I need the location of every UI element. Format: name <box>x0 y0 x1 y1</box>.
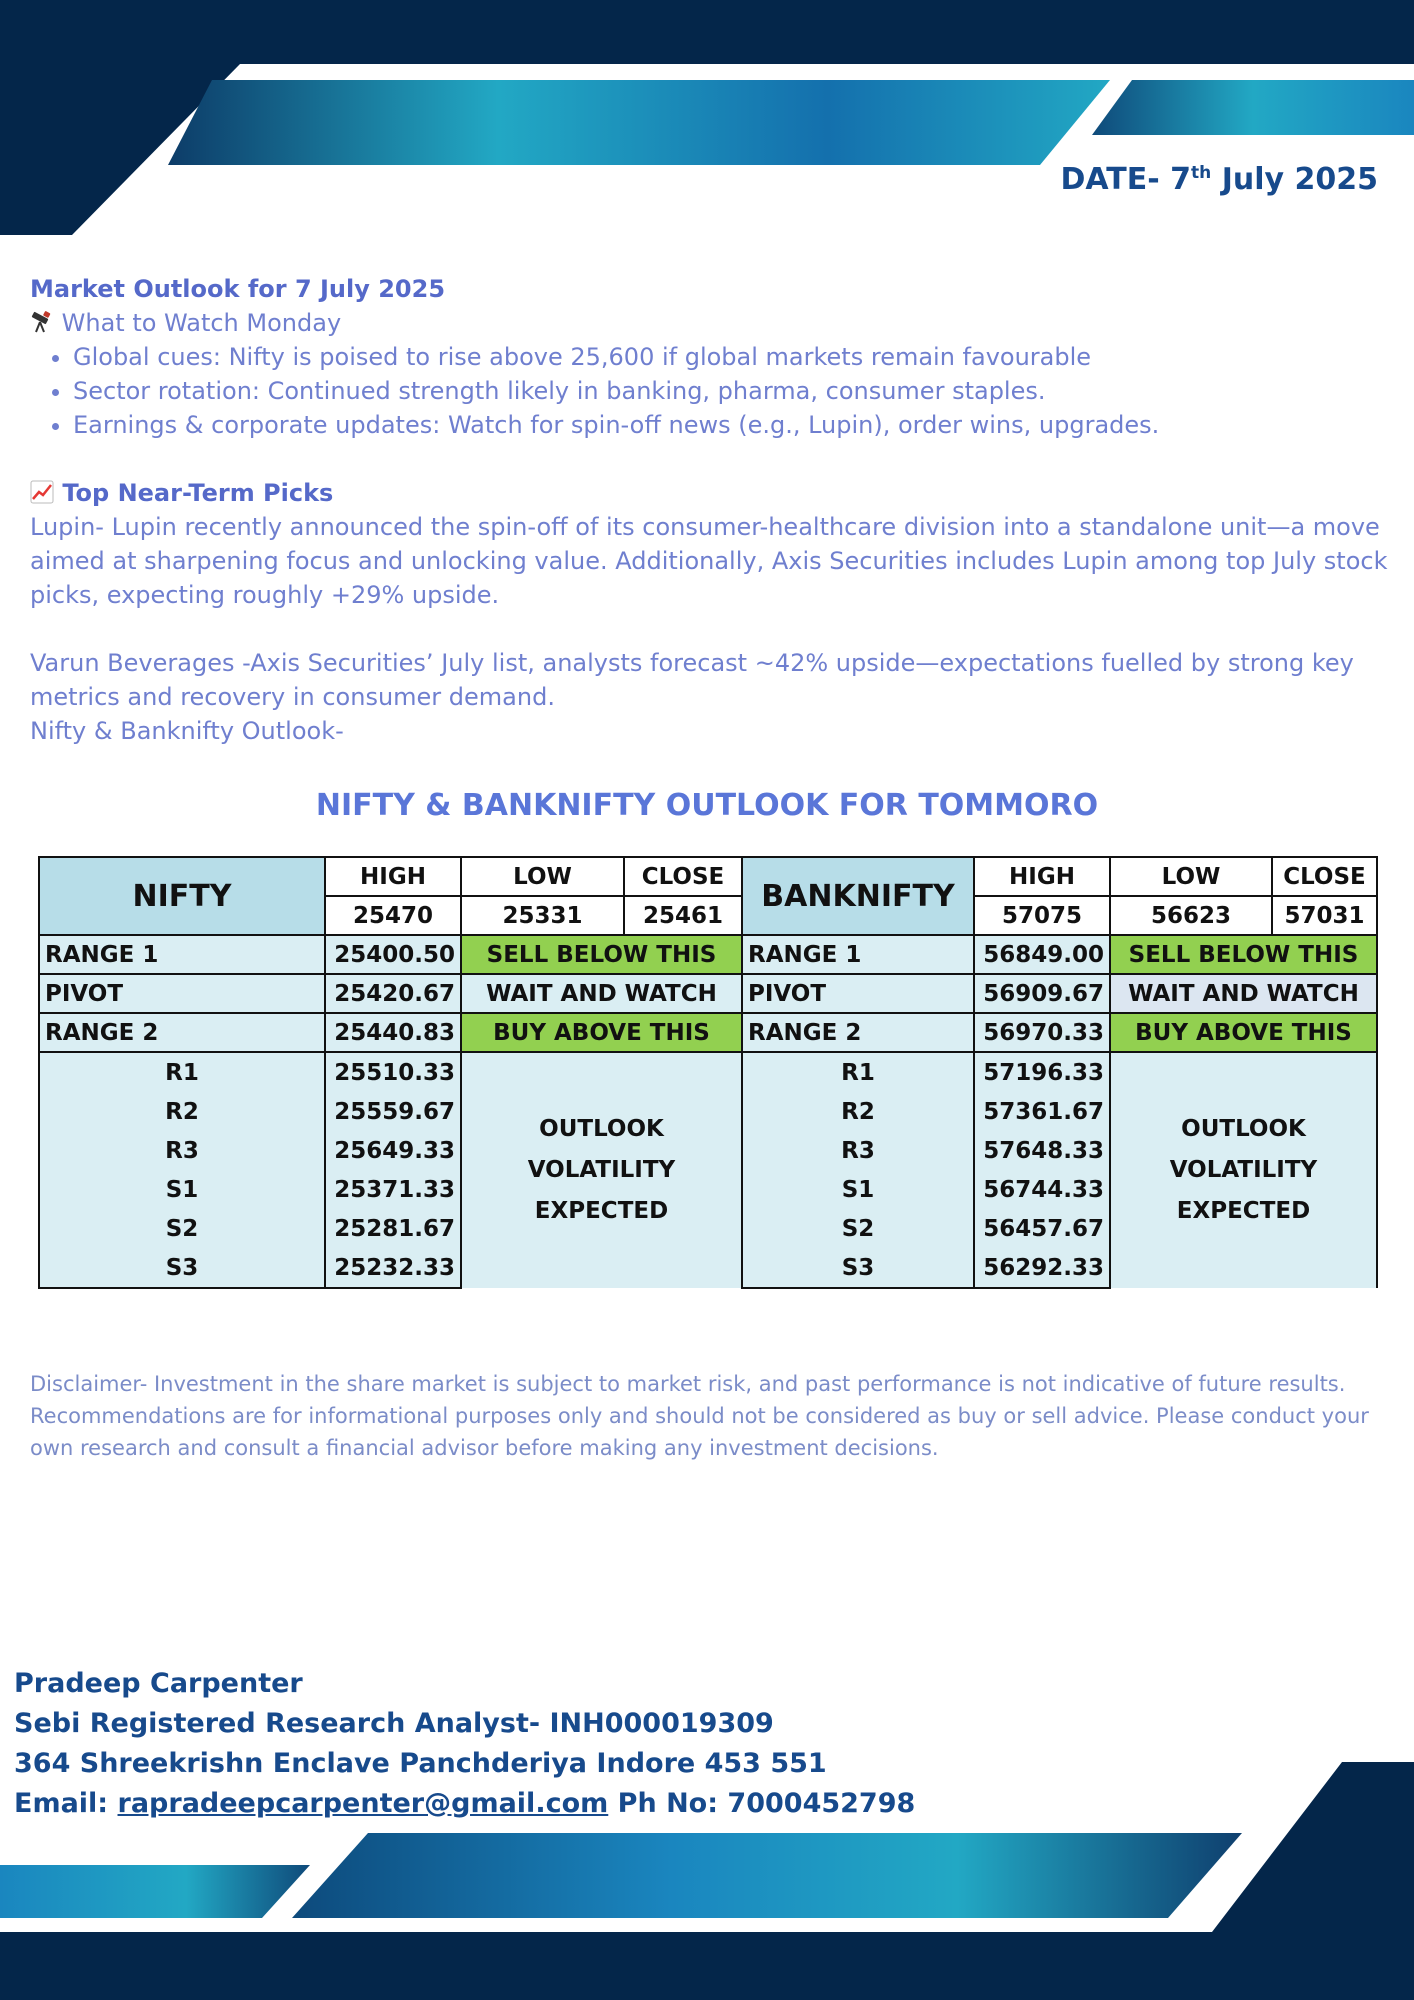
banknifty-close: 57031 <box>1272 896 1377 935</box>
nifty-buy-signal: BUY ABOVE THIS <box>461 1013 742 1052</box>
banknifty-r2: 57361.67 <box>974 1092 1110 1131</box>
watch-heading: What to Watch Monday <box>61 309 342 337</box>
banknifty-s1-label: S1 <box>742 1170 974 1209</box>
nifty-r1: 25510.33 <box>325 1052 461 1092</box>
nifty-r1-label: R1 <box>39 1052 325 1092</box>
nifty-s3-label: S3 <box>39 1248 325 1288</box>
banknifty-s3-label: S3 <box>742 1248 974 1288</box>
nifty-range2-label: RANGE 2 <box>39 1013 325 1052</box>
banknifty-r3: 57648.33 <box>974 1131 1110 1170</box>
banknifty-s1: 56744.33 <box>974 1170 1110 1209</box>
table-row <box>39 1052 1377 1092</box>
banknifty-s2-label: S2 <box>742 1209 974 1248</box>
nifty-s1-label: S1 <box>39 1170 325 1209</box>
analyst-registration: Sebi Registered Research Analyst- INH000019309 <box>14 1708 774 1739</box>
nifty-high: 25470 <box>325 896 461 935</box>
banknifty-pivot-label: PIVOT <box>742 974 974 1013</box>
contact-line <box>14 1784 915 1824</box>
market-outlook-section <box>30 272 1390 748</box>
banknifty-outlook-note: OUTLOOK VOLATILITY EXPECTED <box>1110 1052 1377 1288</box>
nifty-r3: 25649.33 <box>325 1131 461 1170</box>
banknifty-s3: 56292.33 <box>974 1248 1110 1288</box>
pick-varun-beverages: Varun Beverages -Axis Securities’ July list, analysts forecast ~42% upside—expectations fuelled by strong key metrics and recovery in consumer demand. <box>30 649 1354 711</box>
banknifty-r1: 57196.33 <box>974 1052 1110 1092</box>
list-item: • Sector rotation: Continued strength likely in banking, pharma, consumer staples. <box>73 374 1390 408</box>
banknifty-low-header: LOW <box>1110 857 1272 896</box>
table-row <box>39 935 1377 974</box>
banknifty-range2-label: RANGE 2 <box>742 1013 974 1052</box>
nifty-s3: 25232.33 <box>325 1248 461 1288</box>
nifty-low-header: LOW <box>461 857 624 896</box>
nifty-pivot: 25420.67 <box>325 974 461 1013</box>
nifty-sell-signal: SELL BELOW THIS <box>461 935 742 974</box>
watch-list <box>30 340 1390 442</box>
top-main-banner <box>168 80 1110 165</box>
nifty-s2: 25281.67 <box>325 1209 461 1248</box>
banknifty-s2: 56457.67 <box>974 1209 1110 1248</box>
nifty-close-header: CLOSE <box>624 857 742 896</box>
table-row <box>39 1013 1377 1052</box>
banknifty-title: BANKNIFTY <box>742 857 974 935</box>
table-title: NIFTY & BANKNIFTY OUTLOOK FOR TOMMORO <box>315 788 1099 823</box>
nifty-wait-signal: WAIT AND WATCH <box>461 974 742 1013</box>
banknifty-range2: 56970.33 <box>974 1013 1110 1052</box>
banknifty-low: 56623 <box>1110 896 1272 935</box>
banknifty-pivot: 56909.67 <box>974 974 1110 1013</box>
pick-lupin: Lupin- Lupin recently announced the spin-off of its consumer-healthcare division into a standalone unit—a move aimed at sharpening focus and unlocking value. Additionally, Axis Securities includes Lupin among top July stock picks, expecting roughly +29% upside. <box>30 513 1388 609</box>
nifty-pivot-label: PIVOT <box>39 974 325 1013</box>
banknifty-r3-label: R3 <box>742 1131 974 1170</box>
analyst-address: 364 Shreekrishn Enclave Panchderiya Indore 453 551 <box>14 1748 827 1779</box>
nifty-s2-label: S2 <box>39 1209 325 1248</box>
nifty-range2: 25440.83 <box>325 1013 461 1052</box>
chart-up-icon <box>30 480 54 504</box>
banknifty-wait-signal: WAIT AND WATCH <box>1110 974 1377 1013</box>
nifty-outlook-note: OUTLOOK VOLATILITY EXPECTED <box>461 1052 742 1288</box>
outlook-title: Market Outlook for 7 July 2025 <box>30 275 446 303</box>
telescope-icon <box>30 310 54 334</box>
nifty-range1-label: RANGE 1 <box>39 935 325 974</box>
nifty-r3-label: R3 <box>39 1131 325 1170</box>
banknifty-high-header: HIGH <box>974 857 1110 896</box>
bottom-left-banner <box>0 1865 310 1918</box>
email-label: Email: <box>14 1788 118 1819</box>
picks-heading: Top Near-Term Picks <box>62 479 334 507</box>
bottom-main-banner <box>292 1833 1242 1918</box>
list-item: • Global cues: Nifty is poised to rise above 25,600 if global markets remain favourable <box>73 340 1390 374</box>
levels-table <box>38 856 1378 1289</box>
analyst-contact <box>14 1664 915 1824</box>
banknifty-range1-label: RANGE 1 <box>742 935 974 974</box>
banknifty-high: 57075 <box>974 896 1110 935</box>
top-right-banner <box>1092 80 1414 135</box>
nifty-outlook-line: Nifty & Banknifty Outlook- <box>30 717 344 745</box>
phone-number: Ph No: 7000452798 <box>608 1788 916 1819</box>
report-date: DATE- 7th July 2025 <box>1060 162 1378 197</box>
nifty-close: 25461 <box>624 896 742 935</box>
banknifty-range1: 56849.00 <box>974 935 1110 974</box>
banknifty-buy-signal: BUY ABOVE THIS <box>1110 1013 1377 1052</box>
picks-heading-line <box>30 476 1390 510</box>
nifty-range1: 25400.50 <box>325 935 461 974</box>
banknifty-r1-label: R1 <box>742 1052 974 1092</box>
nifty-r2-label: R2 <box>39 1092 325 1131</box>
watch-heading-line <box>30 306 1390 340</box>
nifty-title: NIFTY <box>39 857 325 935</box>
analyst-name: Pradeep Carpenter <box>14 1668 303 1699</box>
nifty-high-header: HIGH <box>325 857 461 896</box>
table-row <box>39 974 1377 1013</box>
nifty-r2: 25559.67 <box>325 1092 461 1131</box>
banknifty-r2-label: R2 <box>742 1092 974 1131</box>
nifty-low: 25331 <box>461 896 624 935</box>
list-item: • Earnings & corporate updates: Watch for spin-off news (e.g., Lupin), order wins, upgrades. <box>73 408 1390 442</box>
banknifty-sell-signal: SELL BELOW THIS <box>1110 935 1377 974</box>
email-link[interactable]: rapradeepcarpenter@gmail.com <box>117 1788 609 1819</box>
banknifty-close-header: CLOSE <box>1272 857 1377 896</box>
nifty-s1: 25371.33 <box>325 1170 461 1209</box>
disclaimer: Disclaimer- Investment in the share market is subject to market risk, and past performance is not indicative of future results. Recommendations are for informational purposes only and should not be considered as buy or sell advice. Please conduct your own research and consult a financial advisor before making any investment decisions. <box>30 1372 1369 1460</box>
